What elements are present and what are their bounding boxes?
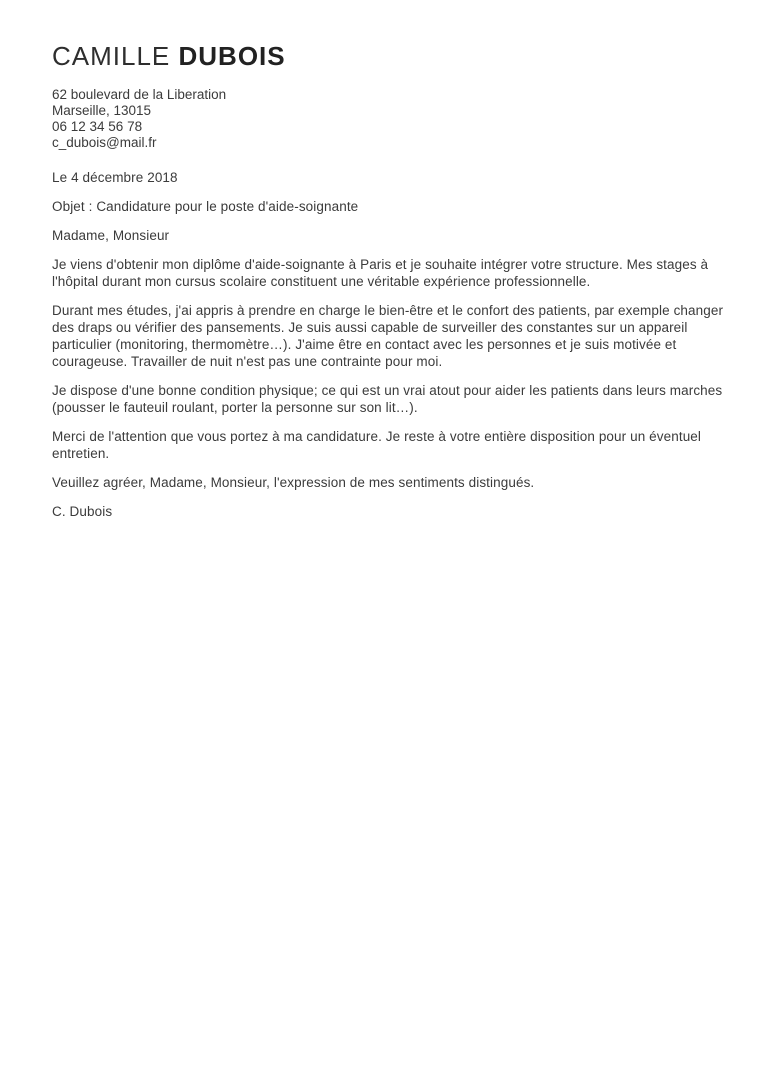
sender-email: c_dubois@mail.fr xyxy=(52,134,157,150)
sender-name xyxy=(52,42,730,71)
letter-date: Le 4 décembre 2018 xyxy=(52,169,178,185)
sender-contact-block xyxy=(52,87,730,151)
letter-salutation: Madame, Monsieur xyxy=(52,227,170,243)
letter-signature: C. Dubois xyxy=(52,503,113,519)
sender-address-line-2: Marseille, 13015 xyxy=(52,102,152,118)
letter-body xyxy=(52,169,730,520)
body-paragraph-3: Je dispose d'une bonne condition physique; ce qui est un vrai atout pour aider les patients dans leurs marches (pousser le fauteuil roulant, porter la personne sur son lit…). xyxy=(52,382,723,415)
sender-last-name: DUBOIS xyxy=(178,41,286,71)
sender-first-name: CAMILLE xyxy=(52,41,171,71)
body-paragraph-4: Merci de l'attention que vous portez à ma candidature. Je reste à votre entière disposition pour un éventuel entretien. xyxy=(52,428,702,461)
sender-phone: 06 12 34 56 78 xyxy=(52,118,143,134)
letter-content xyxy=(52,42,730,520)
sender-address-line-1: 62 boulevard de la Liberation xyxy=(52,86,227,102)
body-paragraph-5: Veuillez agréer, Madame, Monsieur, l'expression de mes sentiments distingués. xyxy=(52,474,535,490)
letter-subject: Objet : Candidature pour le poste d'aide-soignante xyxy=(52,198,359,214)
body-paragraph-2: Durant mes études, j'ai appris à prendre en charge le bien-être et le confort des patients, par exemple changer des draps ou vérifier des pansements. Je suis aussi capable de surveiller des constantes sur un appareil particulier (monitoring, thermomètre…). J'aime être en contact avec les personnes et je suis motivée et courageuse. Travailler de nuit n'est pas une contrainte pour moi. xyxy=(52,302,724,369)
body-paragraph-1: Je viens d'obtenir mon diplôme d'aide-soignante à Paris et je souhaite intégrer votre structure. Mes stages à l'hôpital durant mon cursus scolaire constituent une véritable expérience professionnelle. xyxy=(52,256,709,289)
